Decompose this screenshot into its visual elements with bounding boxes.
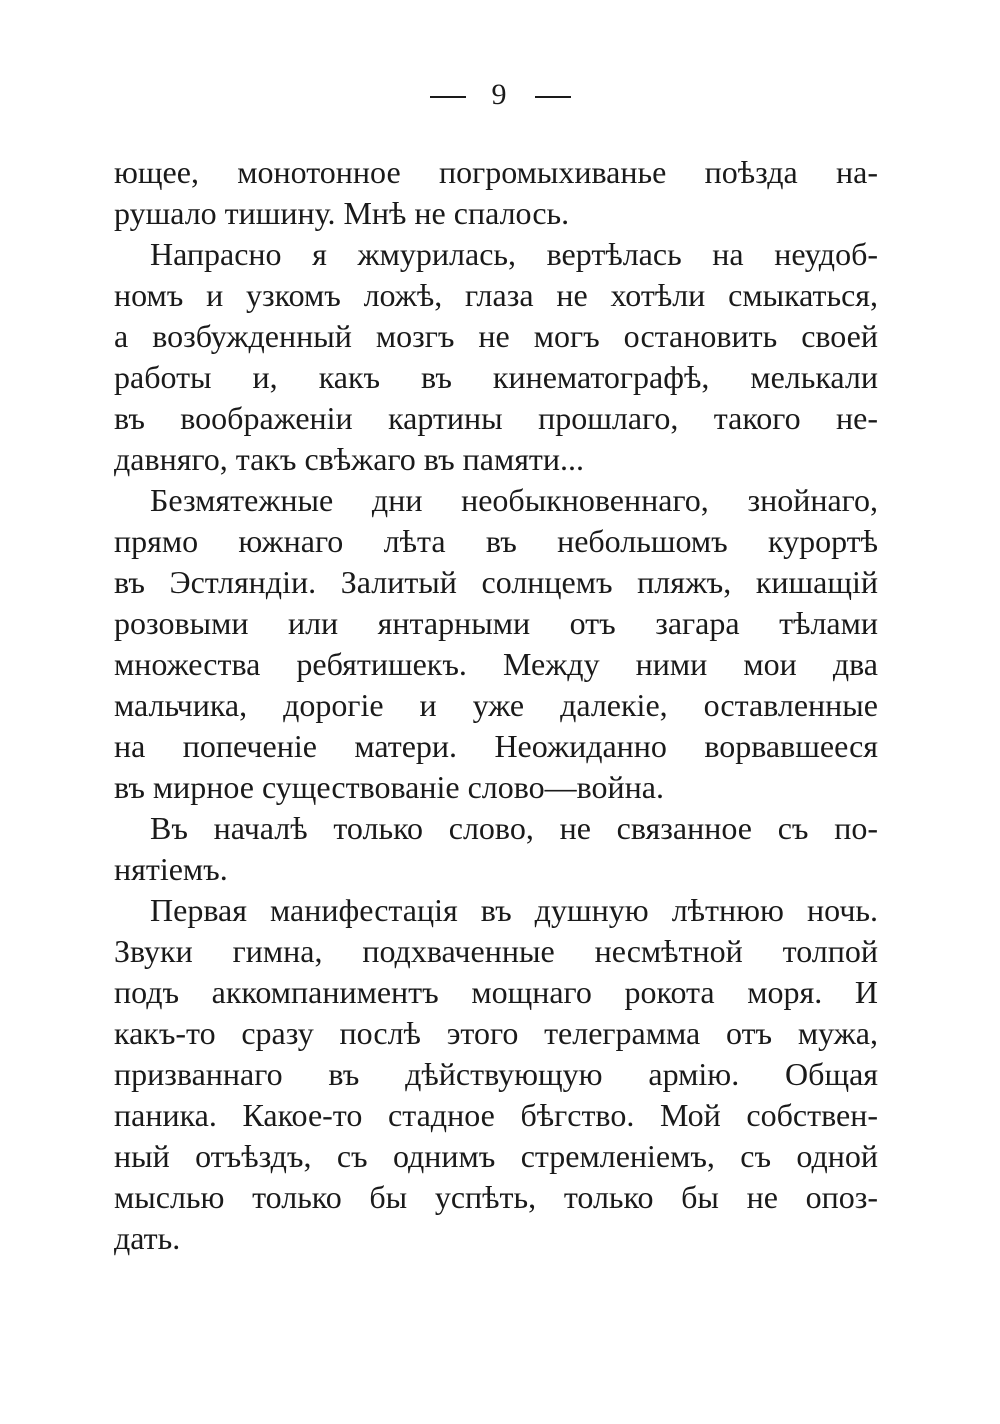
text-line: подъ аккомпаниментъ мощнаго рокота моря. И [114,974,878,1010]
page-number: 9 [491,78,509,111]
text-line: розовыми или янтарными отъ загара тѣлами [114,605,878,641]
text-line: въ Эстляндіи. Залитый солнцемъ пляжъ, кишащій [114,564,878,600]
text-line: Звуки гимна, подхваченные несмѣтной толпой [114,933,878,969]
body-text [114,152,878,1259]
paragraph-1 [114,152,878,234]
text-line: рушало тишину. Мнѣ не спалось. [114,195,570,231]
text-line: а возбужденный мозгъ не могъ остановить своей [114,318,878,354]
page-header [0,78,1000,112]
text-line: въ мирное существованіе слово—война. [114,769,664,805]
text-line: ющее, монотонное погромыхиванье поѣзда на- [114,154,878,190]
text-line: какъ-то сразу послѣ этого телеграмма отъ мужа, [114,1015,878,1051]
text-line: на попеченіе матери. Неожиданно ворвавшееся [114,728,878,764]
text-line: мыслью только бы успѣть, только бы не опоз- [114,1179,878,1215]
text-line: дать. [114,1220,181,1256]
text-line: въ воображеніи картины прошлаго, такого не- [114,400,878,436]
left-dash [430,96,466,98]
text-line: множества ребятишекъ. Между ними мои два [114,646,878,682]
text-line: прямо южнаго лѣта въ небольшомъ курортѣ [114,523,878,559]
paragraph-4 [114,808,878,890]
text-line: Безмятежные дни необыкновеннаго, знойнаго, [150,482,878,518]
text-line: нятіемъ. [114,851,228,887]
text-line: паника. Какое-то стадное бѣгство. Мой собствен- [114,1097,878,1133]
text-line: Въ началѣ только слово, не связанное съ по- [150,810,878,846]
text-line: номъ и узкомъ ложѣ, глаза не хотѣли смыкаться, [114,277,878,313]
text-line: призваннаго въ дѣйствующую армію. Общая [114,1056,878,1092]
text-line: ный отъѣздъ, съ однимъ стремленіемъ, съ одной [114,1138,878,1174]
text-line: мальчика, дорогіе и уже далекіе, оставленные [114,687,878,723]
paragraph-5 [114,890,878,1259]
text-line: Напрасно я жмурилась, вертѣлась на неудоб- [150,236,878,272]
text-line: Первая манифестація въ душную лѣтнюю ночь. [150,892,878,928]
paragraph-3 [114,480,878,808]
text-line: давняго, такъ свѣжаго въ памяти... [114,441,585,477]
text-line: работы и, какъ въ кинематографѣ, мелькали [114,359,878,395]
paragraph-2 [114,234,878,480]
right-dash [535,96,571,98]
